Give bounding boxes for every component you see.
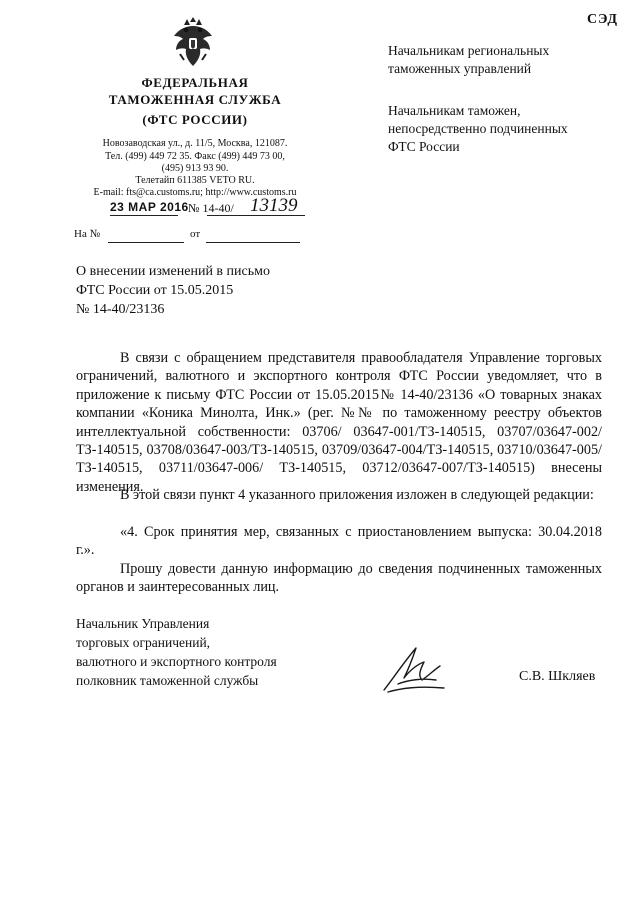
outgoing-date-stamp: 23 MAP 2016 bbox=[110, 200, 189, 214]
subject-block bbox=[76, 262, 270, 319]
incoming-number-label: На № bbox=[74, 228, 101, 240]
double-headed-eagle-emblem-icon bbox=[170, 16, 216, 68]
sed-mark: СЭД bbox=[586, 12, 618, 27]
recipient-1-line-1: Начальникам региональных bbox=[388, 43, 550, 58]
org-name-short: (ФТС РОССИИ) bbox=[142, 112, 248, 127]
incoming-number-line bbox=[108, 242, 184, 243]
incoming-date-line bbox=[206, 242, 300, 243]
teletype-line: Телетайп 611385 VETO RU. bbox=[135, 175, 255, 186]
recipient-2-line-3: ФТС России bbox=[388, 139, 460, 154]
org-name-line1: ФЕДЕРАЛЬНАЯ bbox=[141, 75, 249, 90]
outgoing-number-handwritten: 13139 bbox=[250, 195, 298, 216]
signatory-line-4: полковник таможенной службы bbox=[76, 673, 259, 688]
subject-line-1: О внесении изменений в письмо bbox=[76, 264, 270, 279]
signatory-name: С.В. Шкляев bbox=[519, 669, 596, 684]
recipient-1-line-2: таможенных управлений bbox=[388, 61, 532, 76]
handwritten-signature-icon bbox=[378, 640, 450, 698]
signatory-line-1: Начальник Управления bbox=[76, 616, 210, 631]
phone-line: Тел. (499) 449 72 35. Факс (499) 449 73 00, bbox=[105, 151, 285, 162]
signatory-line-3: валютного и экспортного контроля bbox=[76, 654, 277, 669]
org-name-line2: ТАМОЖЕННАЯ СЛУЖБА bbox=[108, 92, 282, 107]
body-paragraph-4: Прошу довести данную информацию до сведения подчиненных таможенных органов и заинтересованных лиц. bbox=[76, 561, 602, 596]
body-paragraph-3: «4. Срок принятия мер, связанных с приостановлением выпуска: 30.04.2018 г.». bbox=[76, 524, 602, 559]
subject-line-3: № 14-40/23136 bbox=[76, 302, 165, 317]
address-line: Новозаводская ул., д. 11/5, Москва, 121087. bbox=[102, 138, 288, 149]
signatory-title-block bbox=[76, 614, 277, 690]
phone-line-2: (495) 913 93 90. bbox=[161, 163, 229, 174]
incoming-date-label: от bbox=[190, 228, 201, 240]
recipient-block-1 bbox=[388, 42, 549, 78]
email-line: E-mail: fts@ca.customs.ru; http://www.customs.ru bbox=[93, 187, 297, 198]
body-paragraph-2: В этой связи пункт 4 указанного приложения изложен в следующей редакции: bbox=[120, 487, 594, 503]
recipient-2-line-1: Начальникам таможен, bbox=[388, 103, 521, 118]
subject-line-2: ФТС России от 15.05.2015 bbox=[76, 283, 234, 298]
outgoing-number-label: № 14-40/ bbox=[188, 201, 234, 215]
body-paragraph-1: В связи с обращением представителя правообладателя Управление торговых ограничений, валютного и экспортного контроля ФТС России уведомляет, что в приложение к письму ФТС России от 15.05.2015№ 14-40/23136 «О товарных знаках компании «Коника Минолта, Инк.» (рег. №№ по таможенному реестру объектов интеллектуальной собственности: 03706/ 03647-001/ТЗ-140515, 03707/03647-002/ТЗ-140515, 03708/03647-003/ТЗ-140515, 03709/03647-004/ТЗ-140515, 03710/03647-005/ТЗ-140515, 03711/03647-006/ ТЗ-140515, 03712/03647-007/ТЗ-140515) внесены изменения. bbox=[76, 350, 602, 495]
number-underline bbox=[207, 215, 305, 216]
recipient-block-2 bbox=[388, 102, 568, 156]
signatory-line-2: торговых ограничений, bbox=[76, 635, 211, 650]
date-underline bbox=[110, 215, 178, 216]
recipient-2-line-2: непосредственно подчиненных bbox=[388, 121, 568, 136]
